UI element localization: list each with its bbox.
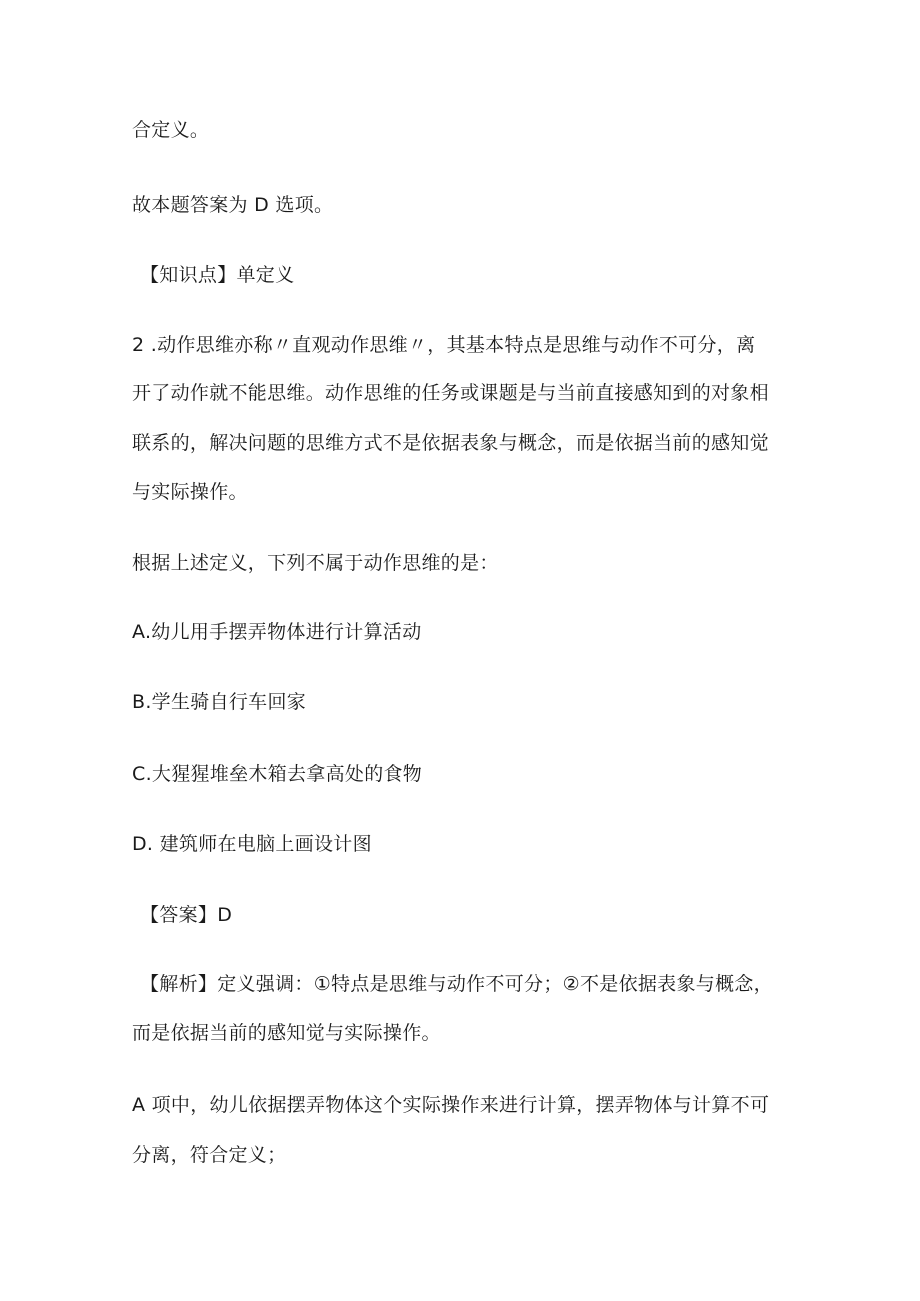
question-text-line-3: 联系的，解决问题的思维方式不是依据表象与概念，而是依据当前的感知觉 bbox=[132, 432, 769, 454]
text-line-answer-statement: 故本题答案为 D 选项。 bbox=[132, 194, 334, 216]
analysis-line-2: 而是依据当前的感知觉与实际操作。 bbox=[132, 1022, 441, 1044]
option-a-analysis-line-1: A 项中，幼儿依据摆弄物体这个实际操作来进行计算，摆弄物体与计算不可 bbox=[132, 1094, 770, 1116]
question-text-line-1: 2 .动作思维亦称〃直观动作思维〃，其基本特点是思维与动作不可分，离 bbox=[132, 334, 756, 356]
text-line-conclusion-end: 合定义。 bbox=[132, 119, 210, 141]
option-c: C.大猩猩堆垒木箱去拿高处的食物 bbox=[132, 763, 423, 785]
knowledge-point-label: 【知识点】单定义 bbox=[140, 264, 295, 286]
question-prompt: 根据上述定义，下列不属于动作思维的是： bbox=[132, 552, 499, 574]
option-a-analysis-line-2: 分离，符合定义； bbox=[132, 1144, 287, 1166]
question-text-line-4: 与实际操作。 bbox=[132, 481, 248, 503]
analysis-line-1: 【解析】定义强调：①特点是思维与动作不可分；②不是依据表象与概念， bbox=[140, 973, 773, 995]
option-d: D. 建筑师在电脑上画设计图 bbox=[132, 833, 372, 855]
question-text-line-2: 开了动作就不能思维。动作思维的任务或课题是与当前直接感知到的对象相 bbox=[132, 382, 769, 404]
option-b: B.学生骑自行车回家 bbox=[132, 691, 307, 713]
option-a: A.幼儿用手摆弄物体进行计算活动 bbox=[132, 621, 422, 643]
answer-label: 【答案】D bbox=[140, 904, 233, 926]
